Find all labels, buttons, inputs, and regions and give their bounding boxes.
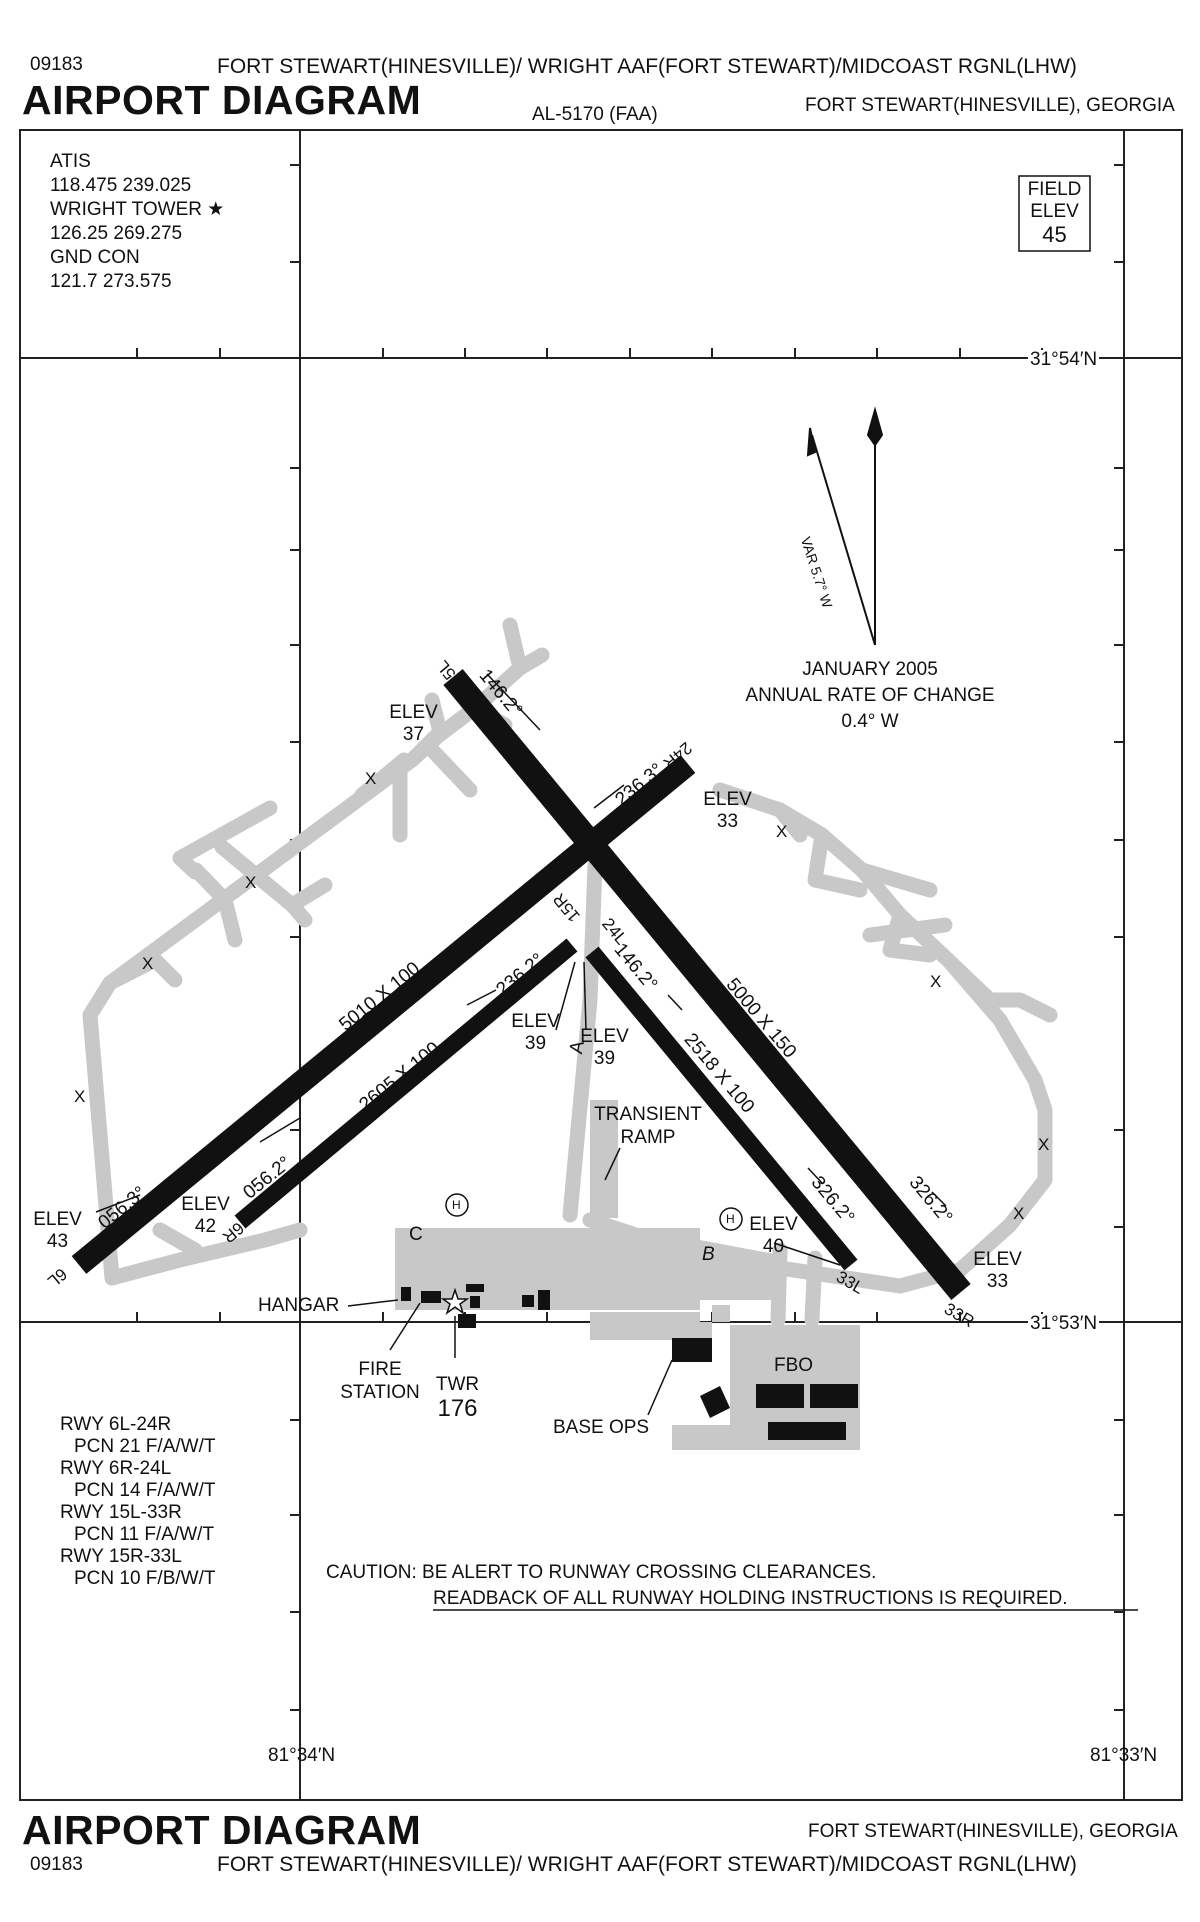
field-elev-label-1: FIELD: [1027, 179, 1082, 200]
lon-east-label: 81°33′N: [1090, 1745, 1158, 1766]
elev-6l-label: ELEV: [33, 1209, 82, 1230]
lat-north-label: 31°54′N: [1030, 349, 1098, 370]
fire-station-label-2: STATION: [340, 1382, 420, 1403]
variation-label: VAR 5.7° W: [797, 534, 836, 610]
lat-south-label: 31°53′N: [1030, 1313, 1098, 1334]
helipad-h-label: H: [726, 1212, 735, 1226]
hangar-label: HANGAR: [258, 1295, 340, 1316]
tower-frequency: 126.25 269.275: [50, 223, 183, 244]
runway-end-6r: 6R: [218, 1218, 248, 1247]
caution-line-1: CAUTION: BE ALERT TO RUNWAY CROSSING CLEARANCES.: [326, 1562, 877, 1583]
procedure-number: 09183: [30, 54, 83, 75]
pcn-runway-1: RWY 6L-24R: [60, 1414, 172, 1435]
fire-station-label-1: FIRE: [358, 1359, 402, 1380]
elev-6r-value: 42: [194, 1216, 217, 1237]
runway-33r-heading: 326.2°: [904, 1172, 957, 1229]
variation-rate-label: ANNUAL RATE OF CHANGE: [745, 685, 995, 706]
taxiway-c-label: C: [409, 1224, 423, 1245]
runway-end-24l: 24L: [598, 914, 632, 949]
elev-15l-label: ELEV: [389, 702, 438, 723]
elev-33r-value: 33: [986, 1271, 1009, 1292]
variation-rate: 0.4° W: [841, 711, 899, 732]
pcn-runway-4: RWY 15R-33L: [60, 1546, 182, 1567]
runway-24l-heading: 236.2°: [492, 949, 549, 1001]
north-arrows: [808, 410, 882, 645]
runway-15r-heading: 146.2°: [609, 939, 662, 996]
ground-frequency: 121.7 273.575: [50, 271, 172, 292]
chart-id: AL-5170 (FAA): [532, 104, 658, 125]
hold-mark: X: [245, 873, 257, 892]
hold-mark: X: [776, 822, 788, 841]
field-elev-label-2: ELEV: [1030, 201, 1079, 222]
hold-mark: X: [74, 1087, 86, 1106]
variation-date: JANUARY 2005: [802, 659, 938, 680]
runway-6r-heading: 056.2°: [239, 1152, 296, 1204]
elev-24l-label: ELEV: [580, 1026, 629, 1047]
tower-height: 176: [437, 1395, 478, 1422]
runway-end-6l: 6L: [43, 1264, 71, 1291]
runway-end-24r: 24R: [659, 738, 696, 773]
tower-label: TWR: [435, 1374, 480, 1395]
runway-end-33r: 33R: [941, 1299, 978, 1332]
taxiway-a-label: A: [566, 1039, 589, 1056]
elev-24r-value: 33: [716, 811, 739, 832]
tower-label: WRIGHT TOWER ★: [50, 199, 225, 220]
ground-label: GND CON: [50, 247, 140, 268]
footer-airport-title-line: FORT STEWART(HINESVILLE)/ WRIGHT AAF(FORT STEWART)/MIDCOAST RGNL(LHW): [217, 1853, 1077, 1876]
field-elev-value: 45: [1042, 222, 1067, 247]
transient-ramp-label-2: RAMP: [620, 1127, 676, 1148]
elev-15l-value: 37: [402, 724, 425, 745]
runway-15l-33r-dims: 5000 X 150: [721, 974, 801, 1063]
runway-end-15r: 15R: [549, 889, 584, 926]
chart-title: AIRPORT DIAGRAM: [22, 77, 422, 123]
footer-location: FORT STEWART(HINESVILLE), GEORGIA: [808, 1821, 1178, 1842]
hold-mark: X: [142, 954, 154, 973]
runway-end-15l: 15L: [432, 656, 466, 691]
runway-6r-24l-dims: 2605 X 100: [355, 1038, 445, 1116]
elev-24l-value: 39: [593, 1048, 616, 1069]
atis-frequency: 118.475 239.025: [50, 175, 192, 196]
lon-west-label: 81°34′N: [268, 1745, 336, 1766]
runway-6l-heading: 056.3°: [94, 1182, 151, 1234]
elev-33r-label: ELEV: [973, 1249, 1022, 1270]
elev-24r-label: ELEV: [703, 789, 752, 810]
runway-end-33l: 33L: [833, 1267, 868, 1298]
hold-mark: X: [1013, 1204, 1025, 1223]
pcn-value-3: PCN 11 F/A/W/T: [74, 1524, 215, 1545]
hold-mark: X: [1038, 1135, 1050, 1154]
footer-chart-title: AIRPORT DIAGRAM: [22, 1807, 422, 1853]
pcn-value-1: PCN 21 F/A/W/T: [74, 1436, 216, 1457]
atis-label: ATIS: [50, 151, 91, 172]
transient-ramp-label-1: TRANSIENT: [594, 1104, 702, 1125]
location: FORT STEWART(HINESVILLE), GEORGIA: [805, 95, 1175, 116]
helipad-h-label: H: [452, 1198, 461, 1212]
pcn-value-2: PCN 14 F/A/W/T: [74, 1480, 216, 1501]
runway-15r-33l-dims: 2518 X 100: [679, 1029, 759, 1118]
elev-33l-label: ELEV: [749, 1214, 798, 1235]
tick-marks: [137, 165, 1124, 1710]
fbo-label: FBO: [774, 1355, 814, 1376]
hold-mark: X: [365, 769, 377, 788]
elev-15r-label: ELEV: [511, 1011, 560, 1032]
taxiway-b-label: B: [702, 1244, 715, 1265]
caution-line-2: READBACK OF ALL RUNWAY HOLDING INSTRUCTIONS IS REQUIRED.: [433, 1588, 1068, 1609]
airport-title-line: FORT STEWART(HINESVILLE)/ WRIGHT AAF(FORT STEWART)/MIDCOAST RGNL(LHW): [217, 55, 1077, 78]
pcn-runway-2: RWY 6R-24L: [60, 1458, 172, 1479]
elev-33l-value: 40: [762, 1236, 785, 1257]
hold-mark: X: [930, 972, 942, 991]
runway-33l-heading: 326.2°: [806, 1172, 859, 1229]
base-ops-label: BASE OPS: [553, 1417, 650, 1438]
elev-6l-value: 43: [46, 1231, 69, 1252]
footer-procedure-number: 09183: [30, 1854, 83, 1875]
runway-24r-heading: 236.3°: [611, 759, 668, 811]
runway-15l-heading: 146.2°: [474, 665, 527, 722]
runway-6l-24r-dims: 5010 X 100: [335, 958, 425, 1036]
elev-15r-value: 39: [524, 1033, 547, 1054]
pcn-runway-3: RWY 15L-33R: [60, 1502, 182, 1523]
elev-6r-label: ELEV: [181, 1194, 230, 1215]
pcn-value-4: PCN 10 F/B/W/T: [74, 1568, 216, 1589]
